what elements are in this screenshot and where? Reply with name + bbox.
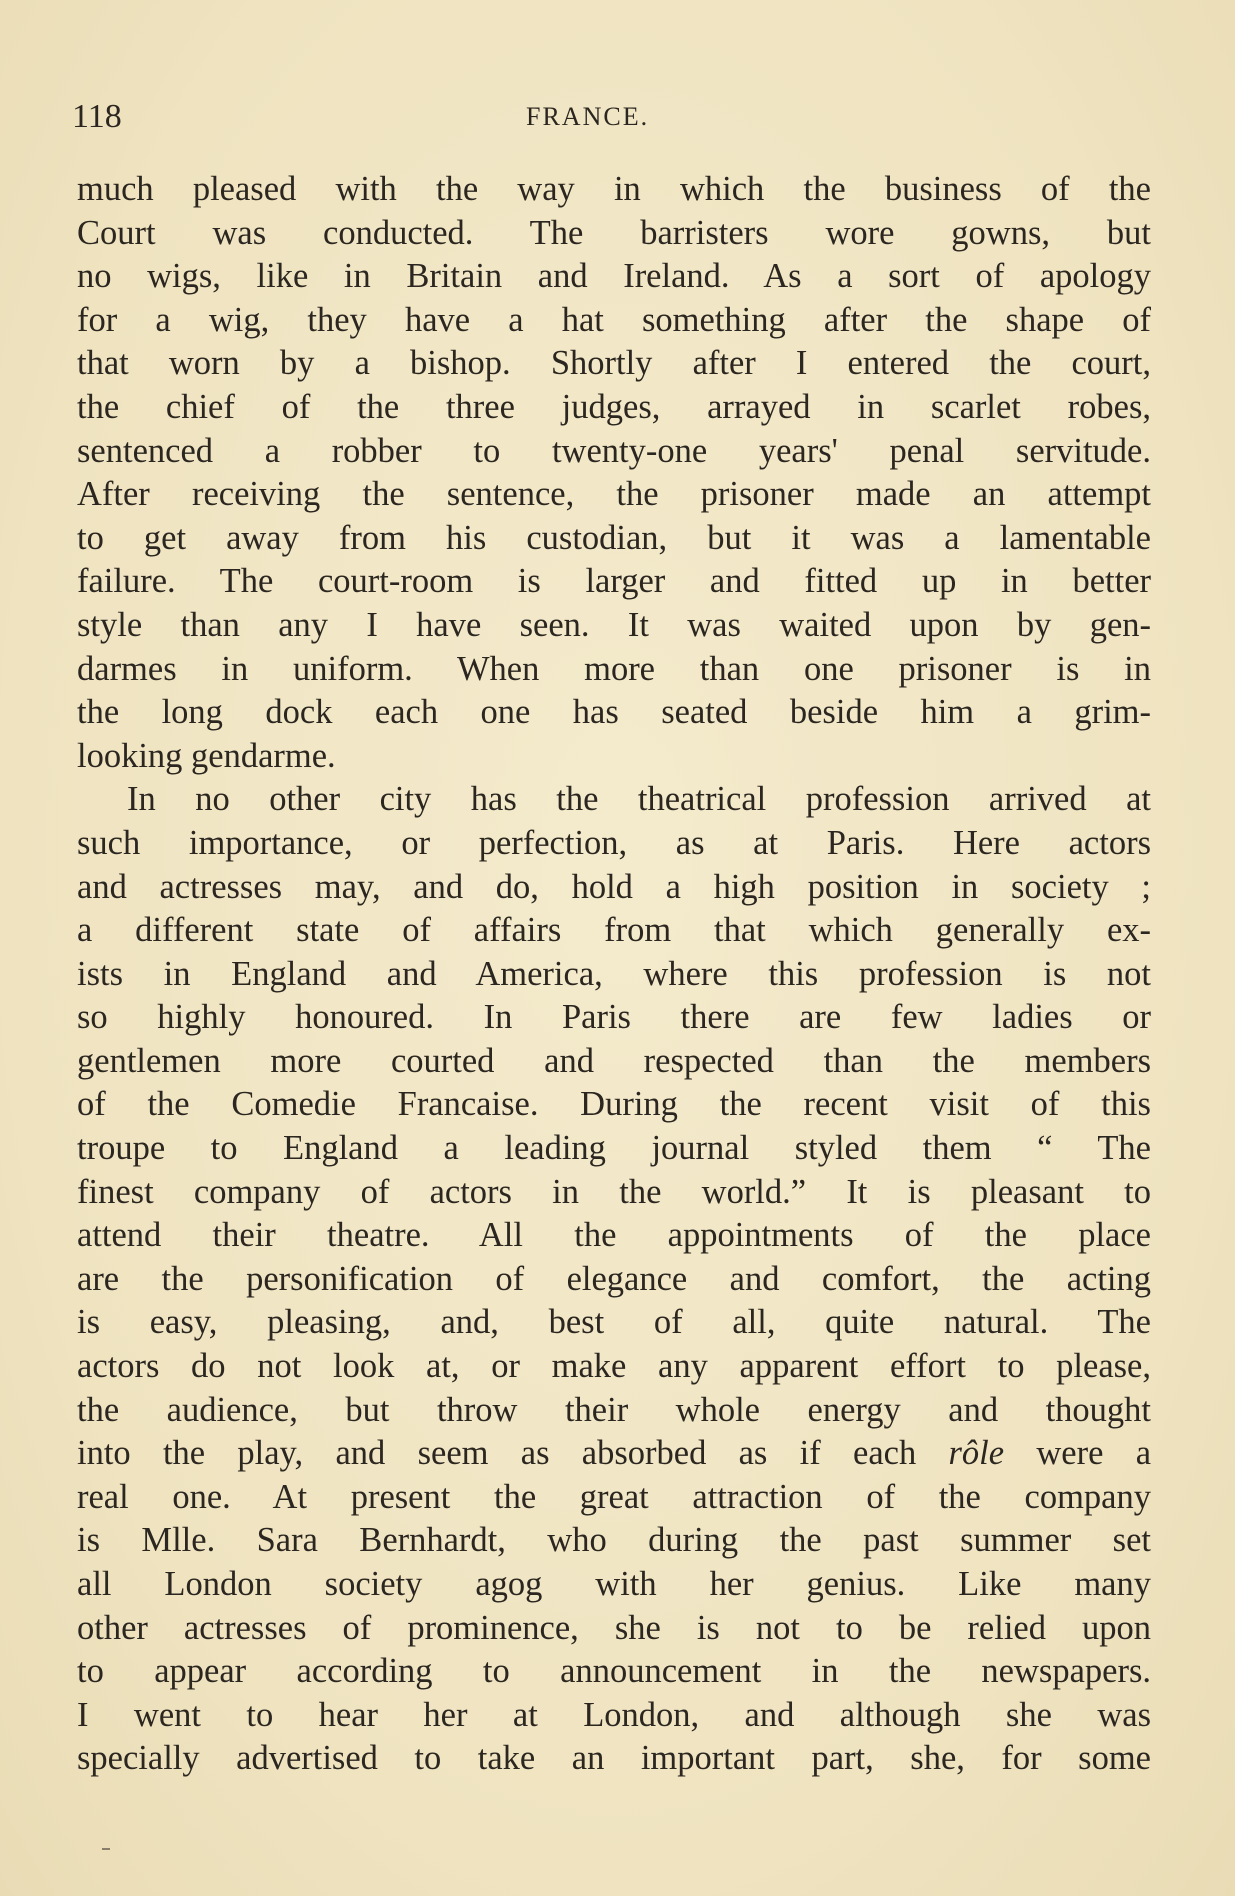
text-line: such importance, or perfection, as at Paris. Here actors xyxy=(77,823,1151,862)
text-run: were a xyxy=(1036,1434,1152,1473)
text-line: Court was conducted. The barristers wore gowns, but xyxy=(77,213,1151,252)
text-line: sentenced a robber to twenty-one years' penal servitude. xyxy=(77,431,1151,470)
text-line: ists in England and America, where this profession is not xyxy=(77,954,1151,993)
page-number: 118 xyxy=(72,98,122,135)
text-line: to get away from his custodian, but it was a lamentable xyxy=(77,518,1151,557)
text-line: so highly honoured. In Paris there are few ladies or xyxy=(77,998,1151,1037)
text-line: of the Comedie Francaise. During the recent visit of this xyxy=(77,1085,1151,1124)
running-head: FRANCE. xyxy=(526,102,650,131)
text-line: that worn by a bishop. Shortly after I entered the court, xyxy=(77,344,1151,383)
text-line: and actresses may, and do, hold a high position in society ; xyxy=(77,867,1151,906)
text-line: I went to hear her at London, and although she was xyxy=(77,1695,1151,1734)
text-line: other actresses of prominence, she is not to be relied upon xyxy=(77,1608,1151,1647)
print-mark xyxy=(102,1848,110,1850)
text-line: style than any I have seen. It was waited upon by gen- xyxy=(77,605,1151,644)
text-line: darmes in uniform. When more than one prisoner is in xyxy=(77,649,1151,688)
text-line: to appear according to announcement in the newspapers. xyxy=(77,1652,1151,1691)
text-line: the chief of the three judges, arrayed in scarlet robes, xyxy=(77,387,1151,426)
paragraph-1 xyxy=(77,168,1151,778)
text-line: the audience, but throw their whole energy and thought xyxy=(77,1390,1151,1429)
text-line: actors do not look at, or make any apparent effort to please, xyxy=(77,1347,1151,1386)
body-text xyxy=(77,168,1151,1781)
text-line: for a wig, they have a hat something after the shape of xyxy=(77,300,1151,339)
text-line: a different state of affairs from that which generally ex- xyxy=(77,911,1151,950)
text-line: failure. The court-room is larger and fitted up in better xyxy=(77,562,1151,601)
text-line-with-italic xyxy=(77,1432,1151,1476)
text-line: are the personification of elegance and comfort, the acting xyxy=(77,1259,1151,1298)
text-run: into the play, and seem as absorbed as if each xyxy=(77,1434,917,1473)
text-line: looking gendarme. xyxy=(77,736,336,775)
text-line: attend their theatre. All the appointments of the place xyxy=(77,1216,1151,1255)
text-line: is Mlle. Sara Bernhardt, who during the past summer set xyxy=(77,1521,1151,1560)
text-line: troupe to England a leading journal styled them “ The xyxy=(77,1129,1151,1168)
text-line: the long dock each one has seated beside him a grim- xyxy=(77,693,1151,732)
page-header xyxy=(72,98,1152,138)
text-line: real one. At present the great attraction of the company xyxy=(77,1477,1151,1516)
text-line: much pleased with the way in which the business of the xyxy=(77,170,1151,208)
text-line: is easy, pleasing, and, best of all, quite natural. The xyxy=(77,1303,1151,1342)
italic-word: rôle xyxy=(948,1434,1005,1473)
text-line: After receiving the sentence, the prisoner made an attempt xyxy=(77,475,1151,514)
text-line: gentlemen more courted and respected than the members xyxy=(77,1041,1151,1080)
text-line: specially advertised to take an important part, she, for some xyxy=(77,1739,1151,1778)
text-line: all London society agog with her genius. Like many xyxy=(77,1565,1151,1603)
text-line: no wigs, like in Britain and Ireland. As a sort of apology xyxy=(77,257,1151,296)
text-line: finest company of actors in the world.” It is pleasant to xyxy=(77,1172,1151,1211)
text-line: In no other city has the theatrical profession arrived at xyxy=(127,780,1151,819)
paragraph-2 xyxy=(77,778,1151,1781)
